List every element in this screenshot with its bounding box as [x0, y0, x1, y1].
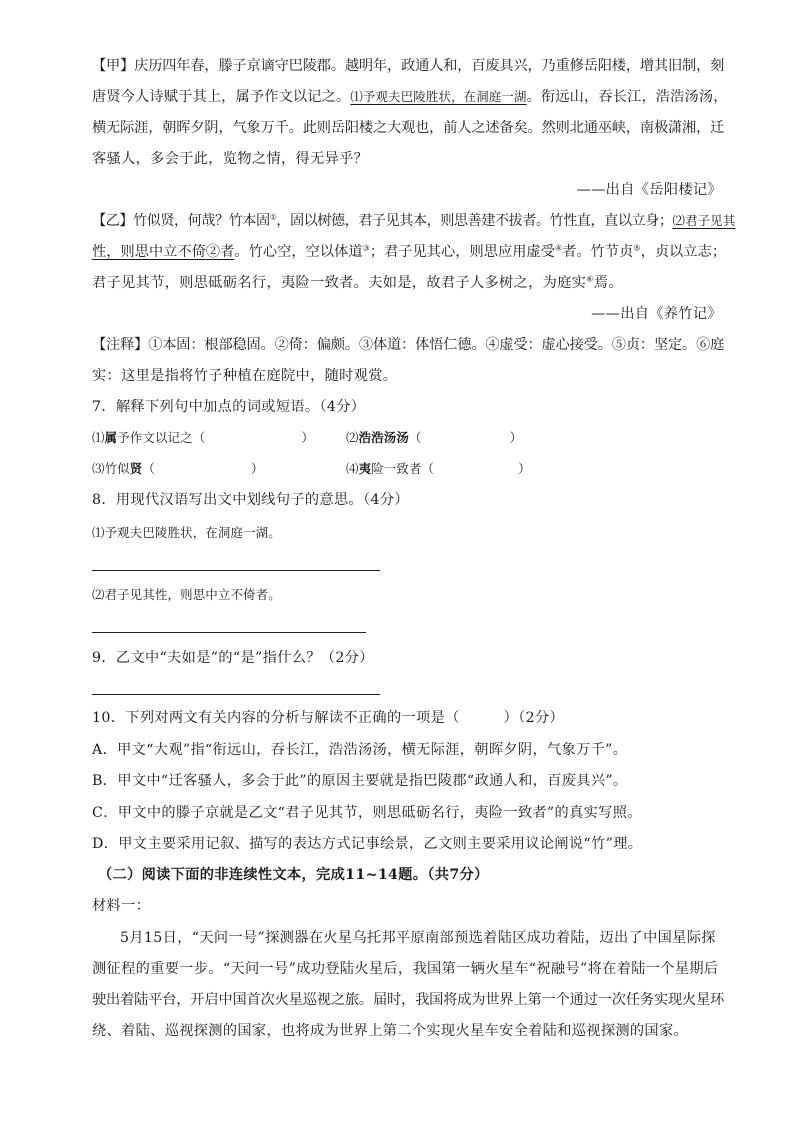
q7-item-2-text: （ [408, 430, 422, 445]
footnote-marker-4: ④ [554, 243, 563, 253]
q7-item-3 [92, 459, 264, 479]
yi-source: ——出自《养竹记》 [591, 306, 722, 322]
q7-item-2 [346, 428, 522, 448]
yi-line-1 [92, 211, 735, 231]
footnote-marker-1: ① [269, 212, 277, 222]
q7-item-3-keyword: 贤 [129, 461, 143, 476]
q7-item-4 [346, 459, 531, 479]
q7-item-1 [92, 428, 314, 448]
jia-line-4: 客骚人，多会于此，览物之情，得无异乎？ [92, 151, 369, 167]
yi-line-2-c: 者。竹节贞 [562, 244, 634, 260]
q8-answer-line-1[interactable] [92, 570, 380, 571]
q10-option-b: B．甲文中“迁客骚人，多会于此”的原因主要就是指巴陵郡“政通人和，百废具兴”。 [92, 773, 628, 789]
footnote-marker-6: ⑥ [586, 274, 594, 284]
yi-line-3-text: 君子见其节，则思砥砺名行，夷险一致者。夫如是，故君子人多树之，为庭实 [92, 275, 587, 291]
q7-item-1-number: ⑴ [92, 430, 105, 445]
footnote-marker-5: ⑤ [633, 243, 641, 253]
q8-stem: 8．用现代汉语写出文中划线句子的意思。（4分） [92, 492, 409, 508]
yi-line-2 [92, 242, 726, 262]
q7-item-2-close: ） [509, 430, 523, 445]
q10-option-d: D．甲文主要采用记叙、描写的表达方式记事绘景，乙文则主要采用议论阐说“竹”理。 [92, 836, 643, 852]
yi-line-3 [92, 273, 623, 293]
notes-line-2: 实：这里是指将竹子种植在庭院中，随时观赏。 [92, 368, 398, 384]
jia-line-2-tail: 。衔远山，吞长江，浩浩汤汤， [526, 89, 728, 105]
jia-line-3: 横无际涯，朝晖夕阴，气象万千。此则岳阳楼之大观也，前人之述备矣。然则北通巫峡，南极潇湘，迁 [92, 120, 725, 136]
footnote-marker-3: ③ [362, 243, 370, 253]
jia-line-1: 【甲】庆历四年春，滕子京谪守巴陵郡。越明年，政通人和，百废具兴，乃重修岳阳楼，增其旧制，刻 [92, 58, 725, 74]
section-2-heading: （二）阅读下面的非连续性文本，完成11~14题。（共7分） [98, 867, 489, 883]
material-1-line-3: 驶出着陆平台，开启中国首次火星巡视之旅。届时，我国将成为世界上第一个通过一次任务实现火星环 [92, 992, 725, 1008]
notes-line-1: 【注释】①本固：根部稳固。②倚：偏颇。③体道：体悟仁德。④虚受：虚心接受。⑤贞：坚定。⑥庭 [92, 337, 725, 353]
q8-sentence-2: ⑵君子见其性，则思中立不倚者。 [92, 587, 281, 602]
q10-option-a: A．甲文“大观”指“衔远山，吞长江，浩浩汤汤，横无际涯，朝晖夕阴，气象万千”。 [92, 742, 628, 758]
yi-line-2-b: ；君子见其心，则思应用虚受 [369, 244, 555, 260]
q7-item-2-keyword: 浩浩汤汤 [358, 430, 409, 445]
q10-option-c: C．甲文中的滕子京就是乙文“君子见其节，则思砥砺名行，夷险一致者”的真实写照。 [92, 805, 642, 821]
jia-line-2 [92, 87, 728, 107]
q7-item-4-number: ⑷ [346, 461, 359, 476]
q7-item-1-text: 予作文以记之（ [117, 430, 206, 445]
q7-item-3-number: ⑶竹似 [92, 461, 130, 476]
jia-underlined-sentence: ⑴予观夫巴陵胜状，在洞庭一湖 [350, 89, 527, 104]
yi-line-1-text: 【乙】竹似贤，何哉？竹本固 [92, 213, 270, 229]
q7-item-4-keyword: 夷 [358, 461, 372, 476]
yi-line-2-a: 。竹心空，空以体道 [234, 244, 363, 260]
q7-item-4-close: ） [518, 461, 531, 476]
q7-stem: 7．解释下列句中加点的词或短语。（4分） [92, 399, 366, 415]
q7-item-1-close: ） [301, 430, 314, 445]
q8-sentence-1: ⑴予观夫巴陵胜状，在洞庭一湖。 [92, 525, 281, 540]
yi-line-1-mid: ，固以树德，君子见其本，则思善建不拔者。竹性直，直以立身； [276, 213, 673, 229]
material-1-line-2: 测征程的重要一步。“天问一号”成功登陆火星后，我国第一辆火星车“祝融号”将在着陆一个星期后 [92, 961, 719, 977]
material-1-line-1: 5月15日，“天问一号”探测器在火星乌托邦平原南部预选着陆区成功着陆，迈出了中国星际探 [120, 930, 716, 946]
q7-item-4-text: 险一致者（ [371, 461, 435, 476]
material-1-line-4: 绕、着陆、巡视探测的国家，也将成为世界上第二个实现火星车安全着陆和巡视探测的国家。 [92, 1023, 689, 1039]
yi-line-2-d: ，贞以立志； [640, 244, 727, 260]
jia-line-2-text: 唐贤今人诗赋于其上，属予作文以记之。 [92, 89, 351, 105]
yi-line-3-end: 焉。 [593, 275, 623, 291]
q10-stem-text: 10．下列对两文有关内容的分析与解读不正确的一项是（ [92, 710, 460, 726]
q7-item-2-number: ⑵ [346, 430, 359, 445]
q7-item-1-keyword: 属 [104, 430, 118, 445]
q9-stem: 9．乙文中“夫如是”的“是”指什么？（2分） [92, 650, 374, 666]
yi-underlined-sentence-end: 性，则思中立不倚②者 [92, 244, 235, 260]
q7-item-3-close: ） [250, 461, 264, 476]
q10-stem-score: ）（2分） [503, 710, 565, 726]
yi-underlined-sentence-start: ⑵君子见其 [672, 213, 736, 228]
q10-stem [92, 708, 564, 728]
material-1-label: 材料一： [92, 898, 151, 914]
jia-source: ——出自《岳阳楼记》 [576, 182, 722, 198]
q7-item-3-text: （ [142, 461, 155, 476]
q8-answer-line-2[interactable] [92, 632, 366, 633]
q9-answer-line[interactable] [92, 694, 380, 695]
